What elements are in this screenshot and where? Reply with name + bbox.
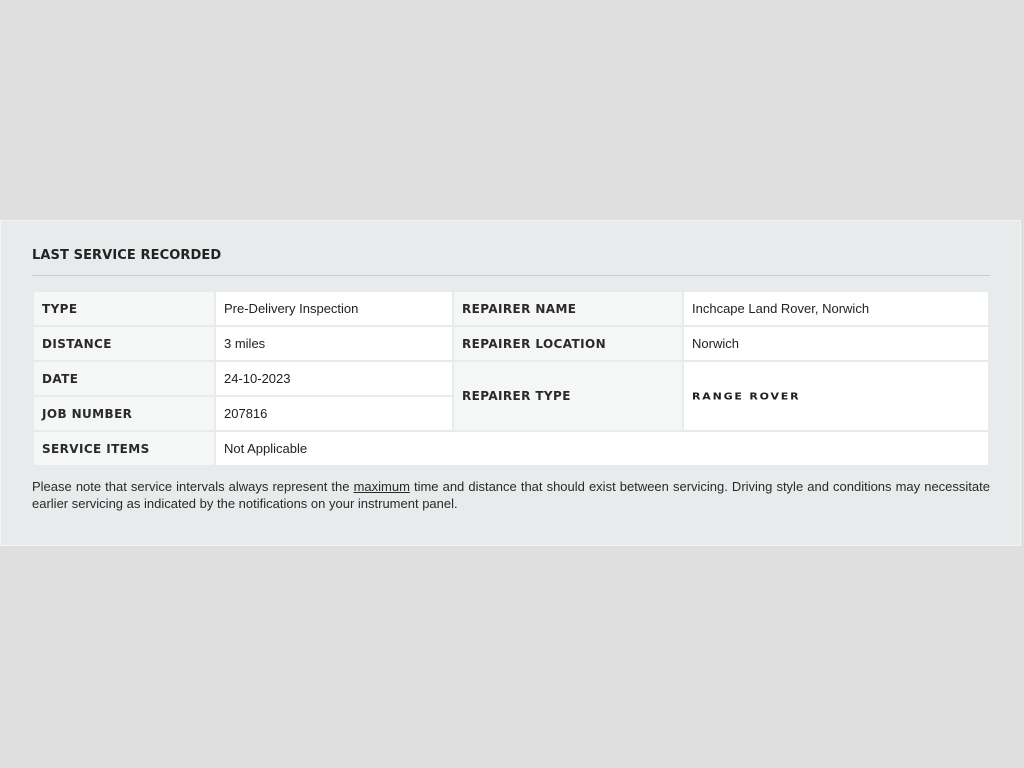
distance-label: DISTANCE xyxy=(34,327,214,360)
job-number-label: JOB NUMBER xyxy=(34,397,214,430)
section-title: LAST SERVICE RECORDED xyxy=(32,248,222,263)
repairer-name-value: Inchcape Land Rover, Norwich xyxy=(684,292,988,325)
service-items-value: Not Applicable xyxy=(216,432,988,465)
repairer-type-label: REPAIRER TYPE xyxy=(454,362,682,430)
note-text-start: Please note that service intervals always represent the xyxy=(32,479,354,494)
type-value: Pre-Delivery Inspection xyxy=(216,292,452,325)
type-label: TYPE xyxy=(34,292,214,325)
distance-value: 3 miles xyxy=(216,327,452,360)
note-text-end: time and distance that should exist between servicing. Driving style and conditions may necessitate earlier servicing as indicated by the notifications on your instrument panel. xyxy=(32,479,990,511)
repairer-type-value xyxy=(684,362,988,430)
repairer-location-label: REPAIRER LOCATION xyxy=(454,327,682,360)
repairer-location-value: Norwich xyxy=(684,327,988,360)
note-emphasis: maximum xyxy=(353,479,410,494)
date-label: DATE xyxy=(34,362,214,395)
range-rover-logo: RANGE ROVER xyxy=(692,390,801,402)
service-details-table xyxy=(34,292,990,467)
job-number-value: 207816 xyxy=(216,397,452,430)
repairer-name-label: REPAIRER NAME xyxy=(454,292,682,325)
service-items-label: SERVICE ITEMS xyxy=(34,432,214,465)
date-value: 24-10-2023 xyxy=(216,362,452,395)
service-interval-note xyxy=(32,478,990,512)
last-service-panel xyxy=(0,220,1021,546)
section-divider xyxy=(32,275,990,276)
